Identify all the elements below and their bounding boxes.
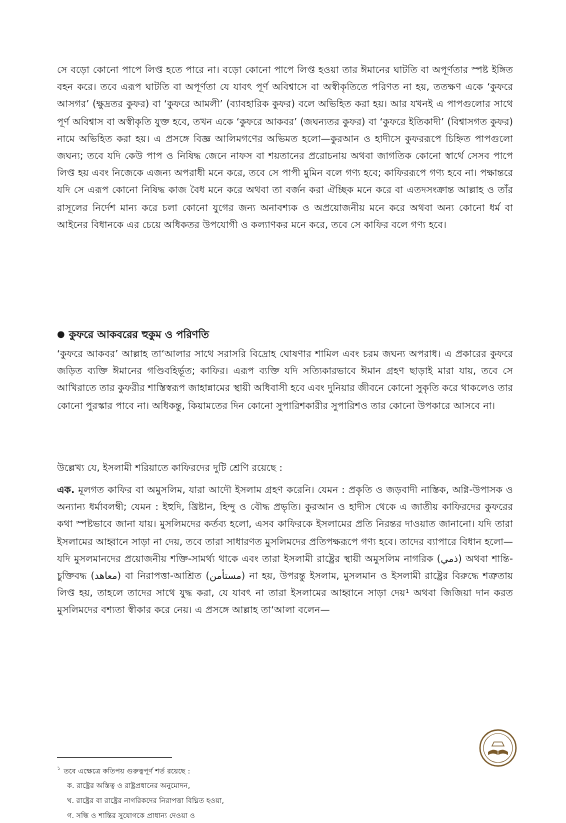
paragraph-ruling: ‘কুফরে আকবর’ আল্লাহ তা‘আলার সাথে সরাসরি বিদ্রোহ ঘোষণার শামিল এবং চরম জঘন্য অপরাধ। এ প্রকারের কুফরে জড়িত ব্যক্তি ঈমানের গণ্ডিবহির্ভূত; কাফির। এরূপ ব্যক্তি যদি সত্যিকারভাবে ঈমান গ্রহণ ছাড়াই মারা যায়, তবে সে আখিরাতে তার কুফরীর শাস্তিস্বরূপ জাহান্নামের স্থায়ী অধিবাসী হবে এবং দুনিয়ার জীবনে কোনো সুকৃতি করে থাকলেও তার কোনো পুরস্কার পাবে না। অধিকন্তু, কিয়ামতের দিন কোনো সুপারিশকারীর সুপারিশও তার কোনো উপকারে আসবে না। [57,349,513,412]
footnote-item-a: ক. রাষ্ট্রের অস্তিত্ব ও রাষ্ট্রপ্রধানের অনুমোদন, [67,781,191,791]
paragraph-kufr-types: সে বড়ো কোনো পাপে লিপ্ত হতে পারে না। বড়ো কোনো পাপে লিপ্ত হওয়া তার ঈমানের ঘাটতি বা অপূর্ণতার স্পষ্ট ইঙ্গিত বহন করে। তবে এরূপ ঘাটতি বা অপূর্ণতা যে যাবৎ পূর্ণ অবিশ্বাসে বা অস্বীকৃতিতে পরিণত না হয়, ততক্ষণ একে ‘কুফরে আসগর’ (ক্ষুদ্রতর কুফর) বা ‘কুফরে আমলী’ (ব্যাবহারিক কুফর) বলে অভিহিত করা হয়। আর যখনই এ পাপগুলোর সাথে পূর্ণ অবিশ্বাস বা অস্বীকৃতি যুক্ত হবে, তখন একে ‘কুফরে আকবর’ (জঘন্যতর কুফর) বা ‘কুফরে ইতিকাদী’ (বিশ্বাসগত কুফর) নামে অভিহিত করা হয়। এ প্রসঙ্গে বিজ্ঞ আলিমগণের অভিমত হলো—কুরআন ও হাদীসে কুফররূপে চিহ্নিত পাপগুলো জঘন্য; তবে যদি কেউ পাপ ও নিষিদ্ধ জেনে নাফস বা শয়তানের প্ররোচনায় অথবা জাগতিক কোনো স্বার্থে সেসব পাপে লিপ্ত হয় এবং নিজেকে এজন্য অপরাধী মনে করে, তবে সে পাপী মুমিন বলে গণ্য হবে; কাফিররূপে গণ্য হবে না। পক্ষান্তরে যদি সে এরূপ কোনো নিষিদ্ধ কাজ বৈধ মনে করে অথবা তা বর্জন করা ঐচ্ছিক মনে করে বা এতদসংক্রান্ত আল্লাহ ও তাঁর রাসূলের নির্দেশ মান্য করে চলা কোনো যুগের জন্য অনাবশ্যক ও অপ্রয়োজনীয় মনে করে অথবা অন্য কোনো ধর্ম বা আইনের বিধানকে এর চেয়ে অধিকতর উপযোগী ও কল্যাণকর মনে করে, তবে সে কাফির বলে গণ্য হবে। [57,65,513,231]
footnote-intro [57,762,437,778]
footnote-item-c: গ. সন্ধি ও শান্তির সুযোগকে প্রাধান্য দেওয়া ও [67,811,196,821]
category-one-text: মূলগত কাফির বা অমুসলিম, যারা আদৌ ইসলাম গ্রহণ করেনি। যেমন : প্রকৃতি ও জড়বাদী নাস্তিক, অগ্নি-উপাসক ও অন্যান্য ধর্মাবলম্বী; যেমন : ইহুদি, খ্রিষ্টান, হিন্দু ও বৌদ্ধ প্রভৃতি। কুরআন ও হাদীস থেকে এ জাতীয় কাফিরদের কুফরের কথা স্পষ্টভাবে জানা যায়। মুসলিমদের কর্তব্য হলো, এসব কাফিরকে ইসলামের প্রতি নিরন্তর দাওয়াত জানানো। যদি তারা ইসলামের আহ্বানে সাড়া না দেয়, তবে তারা সাধারণত মুসলিমদের প্রতিপক্ষরূপে গণ্য হবে। তাদের ব্যাপারে বিধান হলো—যদি মুসলমানদের প্রয়োজনীয় শক্তি-সামর্থ্য থাকে এবং তারা ইসলামী রাষ্ট্রের স্থায়ী অমুসলিম নাগরিক (ذمي) অথবা শান্তি-চুক্তিবদ্ধ (معاهد) বা নিরাপত্তা-আশ্রিত (مستأمن) না হয়, উপরন্তু ইসলাম, মুসলমান ও ইসলামী রাষ্ট্রের বিরুদ্ধে শত্রুতায় লিপ্ত হয়, তাহলে তাদের সাথে যুদ্ধ করা, যে যাবৎ না তারা ইসলামের আহ্বানে সাড়া দেয়¹ অথবা জিজিয়া দান করত মুসলিমদের বশ্যতা স্বীকার করে নেয়। এ প্রসঙ্গে আল্লাহ তা‘আলা বলেন— [57,485,513,617]
section-heading-text: কুফরে আকবরের হুকুম ও পরিণতি [68,328,209,341]
footnotes [57,762,437,823]
footnote-intro-text: তবে এক্ষেত্রে কতিপয় গুরুত্বপূর্ণ শর্ত রয়েছে : [63,766,191,776]
bullet-icon: ● [57,329,65,340]
paragraph-categories-intro: উল্লেখ্য যে, ইসলামী শরিয়াতে কাফিরদের দুটি শ্রেণি রয়েছে : [57,463,283,474]
paragraph-category-one [57,482,513,704]
page-body [57,62,513,821]
category-number: এক. [57,485,75,496]
footnote-item-b: খ. রাষ্ট্রের বা রাষ্ট্রের নাগরিকদের নিরাপত্তা বিঘ্নিত হওয়া, [67,796,225,806]
footnote-divider [57,757,172,758]
book-logo-icon [478,728,518,768]
section-heading [57,326,513,344]
footnote-marker: ১ [57,766,61,772]
